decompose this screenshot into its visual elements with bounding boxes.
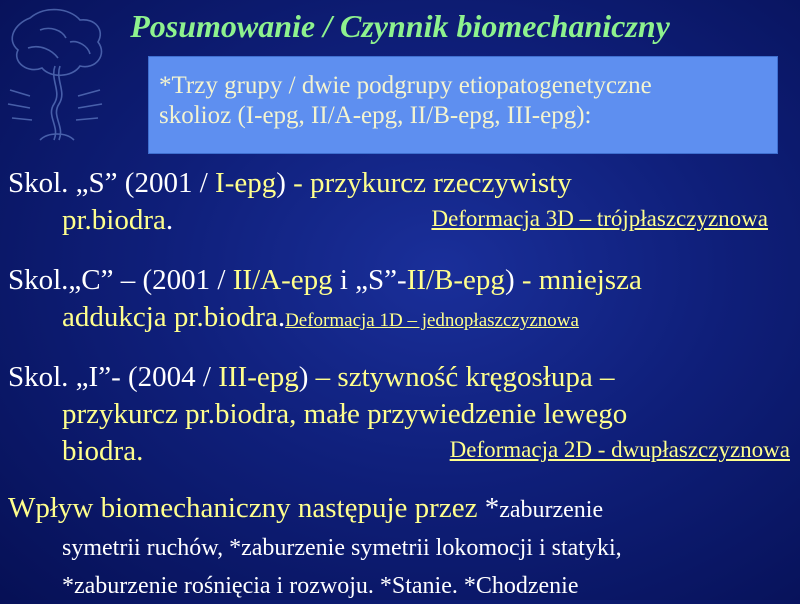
item1-dot: .	[165, 204, 174, 236]
item3-desc-end: biodra.	[62, 435, 144, 467]
item1-close: )	[276, 167, 294, 199]
item1-desc-cont: pr.biodra	[62, 204, 166, 236]
item3-code: III-epg	[218, 361, 299, 393]
item3-desc-cont: przykurcz pr.biodra, małe przywiedzenie lewego	[62, 398, 628, 430]
influence-rest-3: *zaburzenie rośnięcia i rozwoju. *Stanie. *Chodzenie	[62, 573, 579, 599]
item3-close: )	[298, 361, 316, 393]
item1-prefix: Skol. „S” (2001 /	[8, 167, 216, 199]
scoliosis-s-item	[8, 165, 798, 239]
item1-deformation: Deformacja 3D – trójpłaszczyznowa	[431, 206, 768, 231]
item2-desc: - mniejsza	[521, 264, 642, 296]
influence-rest-1: zaburzenie	[499, 497, 604, 523]
scoliosis-i-item	[8, 359, 798, 470]
item3-deformation: Deformacja 2D - dwupłaszczyznowa	[449, 437, 790, 462]
callout-box	[148, 56, 778, 154]
item2-deformation: Deformacja 1D – jednopłaszczyznowa	[285, 310, 579, 331]
item2-prefix: Skol.„C” – (2001 /	[8, 264, 233, 296]
item2-mid: i „S”-	[332, 264, 407, 296]
item2-desc-cont: addukcja pr.biodra	[62, 301, 278, 333]
item1-code: I-epg	[215, 167, 277, 199]
influence-lead: Wpływ biomechaniczny następuje przez	[8, 492, 478, 524]
item1-desc: - przykurcz rzeczywisty	[293, 167, 572, 199]
slide-title: Posumowanie / Czynnik biomechaniczny	[130, 8, 670, 44]
influence-star: *	[477, 492, 500, 524]
item2-close: )	[504, 264, 522, 296]
scoliosis-c-item	[8, 262, 798, 339]
item2-code-1: II/A-epg	[232, 264, 333, 296]
item3-prefix: Skol. „I”- (2004 /	[8, 361, 219, 393]
biomechanical-influence	[8, 490, 798, 604]
callout-line-2: skolioz (I-epg, II/A-epg, II/B-epg, III-epg):	[159, 102, 592, 129]
item2-code-2: II/B-epg	[406, 264, 505, 296]
item3-desc: – sztywność kręgosłupa –	[315, 361, 615, 393]
item2-dot: .	[277, 301, 286, 333]
callout-line-1: *Trzy grupy / dwie podgrupy etiopatogenetyczne	[159, 72, 652, 99]
influence-rest-2: symetrii ruchów, *zaburzenie symetrii lokomocji i statyki,	[62, 535, 622, 561]
